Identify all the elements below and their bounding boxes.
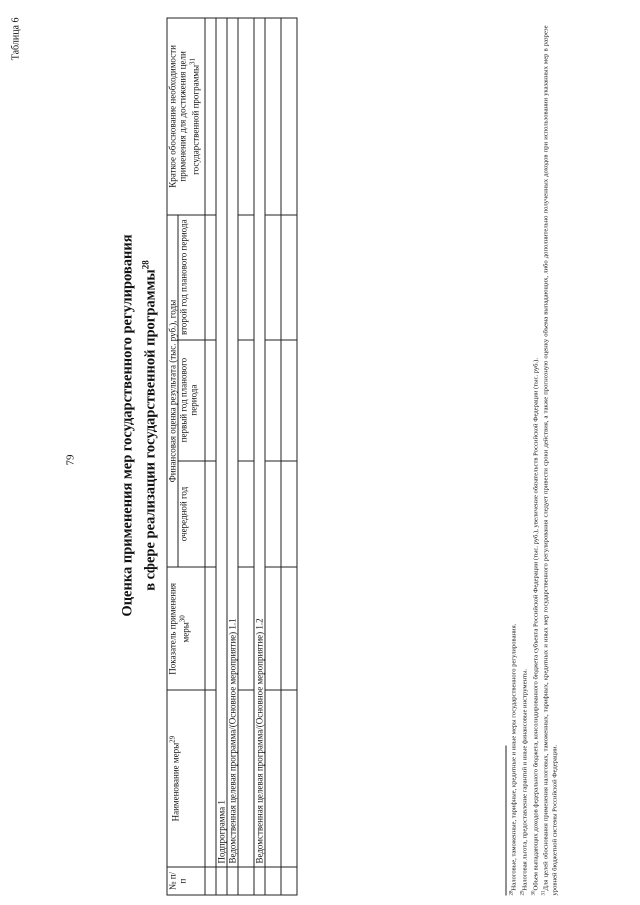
footnote-separator <box>505 745 506 895</box>
blank-cell <box>281 18 297 215</box>
footnote-mark: 29 <box>519 890 525 895</box>
header-name <box>167 690 205 867</box>
header-justification-text: Краткое обоснование необходимости применения для достижения цели государственной программы <box>167 44 200 188</box>
header-justification <box>167 18 205 215</box>
header-row-3 <box>205 18 216 895</box>
blank-cell <box>281 690 297 867</box>
blank-cell <box>265 460 281 567</box>
header-current-year: очередной год <box>178 460 205 567</box>
header-first-plan-year: первый год планового периода <box>178 339 205 460</box>
row-num-cell <box>227 867 238 895</box>
footnote-text: Для целей обоснования применения налоговых, таможенных, тарифных, кредитных и иных мер государственного регулирования следует привести сроки действия, а также прогнозную оценку объема выпадающих, либо дополнительно полученных доходов при использовании указанных мер в разрезе уровней бюджетной системы Российской Федерации. <box>542 25 559 895</box>
table-row-subprogram <box>216 18 227 895</box>
blank-cell <box>238 867 254 895</box>
footnotes <box>508 25 560 895</box>
subprogram-cell: Подпрограмма 1 <box>216 18 227 867</box>
footnote-28 <box>508 25 519 895</box>
row-num-cell <box>254 867 265 895</box>
blank-cell <box>205 690 216 867</box>
blank-cell <box>265 690 281 867</box>
footnote-ref-28: 28 <box>140 259 150 269</box>
table-row-empty <box>238 18 254 895</box>
blank-cell <box>281 214 297 339</box>
header-indicator <box>167 567 205 690</box>
footnote-31 <box>540 25 559 895</box>
blank-cell <box>205 18 216 215</box>
blank-cell <box>238 460 254 567</box>
footnote-ref-31: 31 <box>188 57 196 65</box>
blank-cell <box>265 214 281 339</box>
blank-cell <box>205 460 216 567</box>
page-title <box>118 175 159 675</box>
header-name-text: Наименование меры <box>170 742 180 821</box>
measures-table <box>166 17 297 895</box>
blank-cell <box>205 567 216 690</box>
blank-cell <box>281 567 297 690</box>
page-number: 79 <box>64 454 76 465</box>
blank-cell <box>265 18 281 215</box>
blank-cell <box>205 339 216 460</box>
blank-cell <box>265 339 281 460</box>
blank-cell <box>205 867 216 895</box>
footnote-mark: 31 <box>541 890 547 895</box>
header-indicator-text: Показатель применения меры <box>167 582 190 675</box>
blank-cell <box>265 567 281 690</box>
table-row-empty <box>265 18 281 895</box>
blank-cell <box>265 867 281 895</box>
blank-cell <box>238 690 254 867</box>
table-label: Таблица 6 <box>10 17 21 60</box>
header-second-plan-year: второй год планового периода <box>178 214 205 339</box>
measure-1-cell: Ведомственная целевая программа/(Основное мероприятие) 1.1 <box>227 18 238 867</box>
footnote-mark: 28 <box>509 890 514 895</box>
blank-cell <box>238 567 254 690</box>
header-row-1 <box>167 18 178 895</box>
footnote-text: Налоговая льгота, предоставление гарантий и иные финансовые инструменты. <box>520 668 528 890</box>
table-row-empty <box>281 18 297 895</box>
blank-cell <box>205 214 216 339</box>
header-num: № п/п <box>167 867 205 895</box>
row-num-cell <box>216 867 227 895</box>
footnote-29 <box>519 25 530 895</box>
blank-cell <box>238 214 254 339</box>
title-line-1: Оценка применения мер государственного регулирования <box>119 233 135 617</box>
footnote-text: Налоговые, таможенные, тарифные, кредитные и иные меры государственного регулирования. <box>510 623 518 890</box>
footnote-ref-30: 30 <box>178 614 186 622</box>
blank-cell <box>281 339 297 460</box>
footnote-30 <box>530 25 541 895</box>
footnote-text: Объем выпадающих доходов федерального бюджета, консолидированного бюджета субъекта Российской Федерации (тыс. руб.), увеличение обязательств Российской Федерации (тыс. руб.). <box>531 357 539 890</box>
blank-cell <box>281 867 297 895</box>
blank-cell <box>238 18 254 215</box>
footnote-mark: 30 <box>530 890 536 895</box>
measure-2-cell: Ведомственная целевая программа/(Основное мероприятие) 1.2 <box>254 18 265 867</box>
title-line-2 <box>136 175 159 675</box>
title-line-2-text: в сфере реализации государственной программы <box>141 268 158 591</box>
footnote-ref-29: 29 <box>168 735 176 743</box>
header-finance: Финансовая оценка результата (тыс. руб.), годы <box>167 214 178 567</box>
table-row-measure-2 <box>254 18 265 895</box>
table-row-measure-1 <box>227 18 238 895</box>
blank-cell <box>238 339 254 460</box>
blank-cell <box>281 460 297 567</box>
